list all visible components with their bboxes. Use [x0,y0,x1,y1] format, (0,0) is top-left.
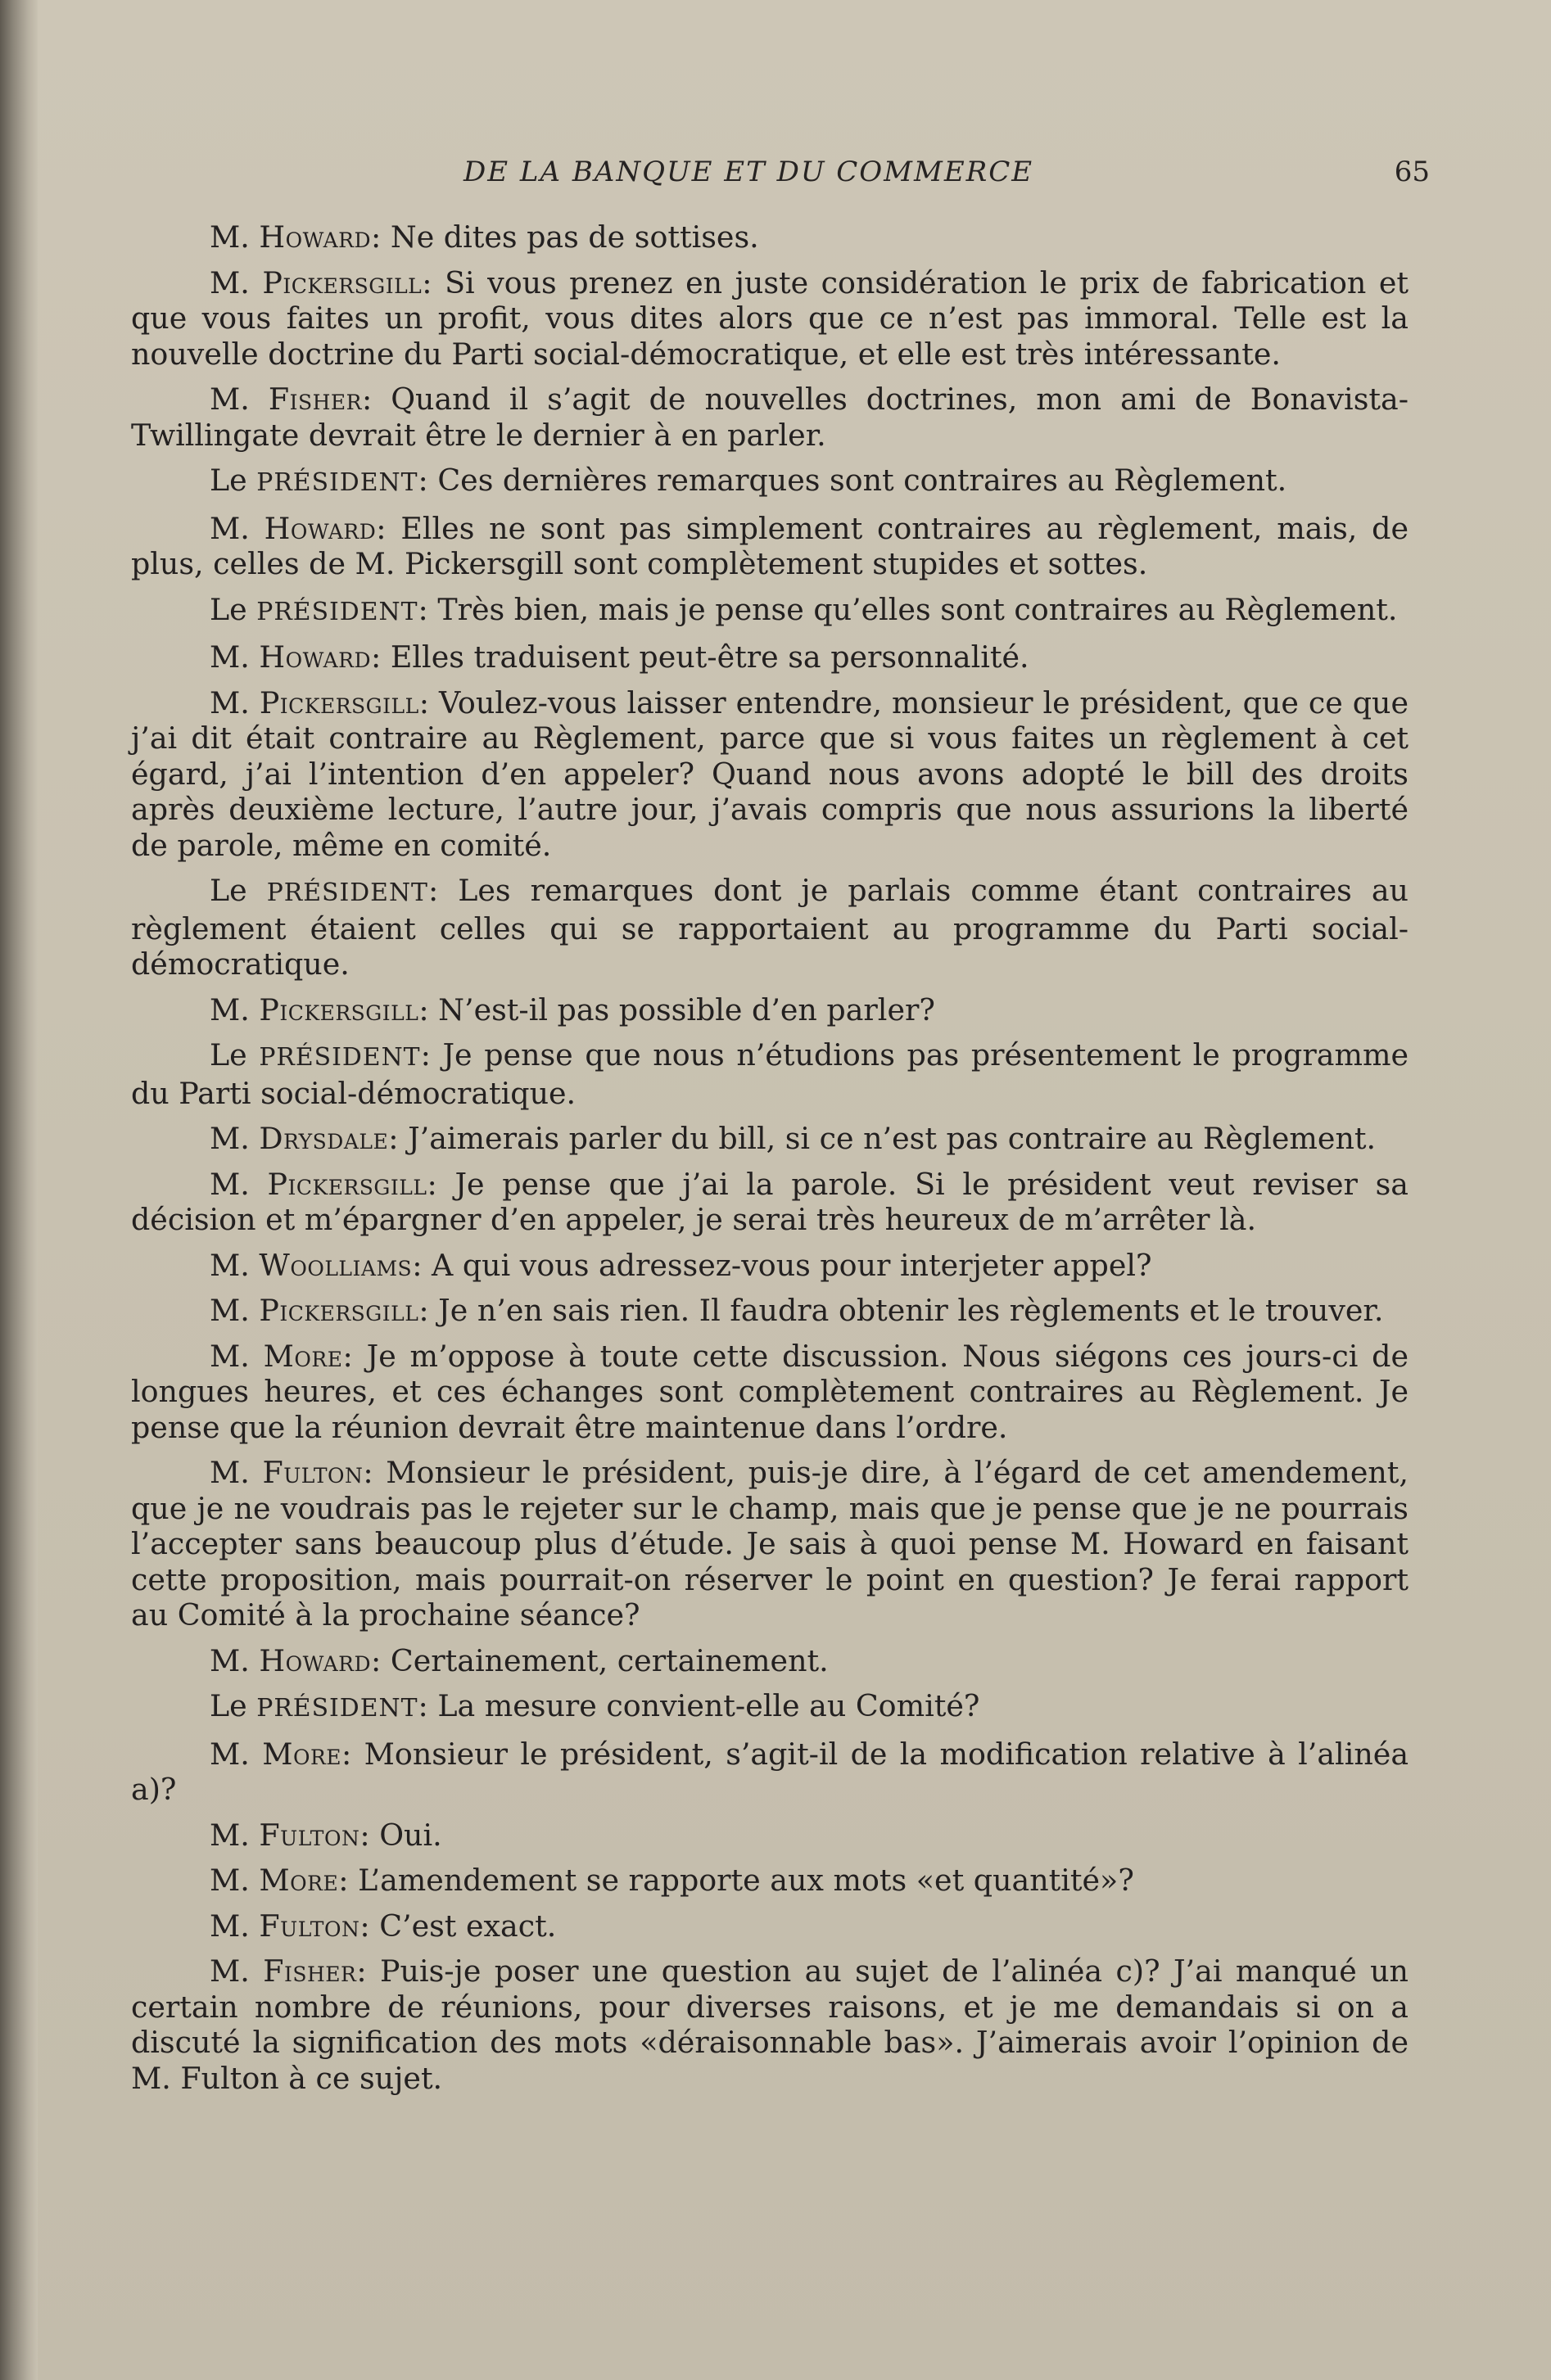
speaker-prefix: Le [210,591,247,627]
book-page [38,0,1551,2380]
speech-text: Je pense que j’ai la parole. Si le président veut reviser sa décision et m’épargner d’en appeler, je serai très heureux de m’arrêter là. [131,1166,1409,1237]
transcript-paragraph [131,1863,1409,1899]
speech-text: Très bien, mais je pense qu’elles sont contraires au Règlement. [437,591,1398,627]
speaker-colon: : [341,1736,364,1772]
speech-text: Je m’oppose à toute cette discussion. Nous siégons ces jours-ci de longues heures, et ces échanges sont complètement contraires au Règlement. Je pense que la réunion devrait être maintenue dans l’ordre. [131,1338,1409,1445]
transcript-paragraph [131,511,1409,582]
speaker-name: Pickersgill [267,1166,427,1202]
speaker-prefix: M. [210,382,250,417]
transcript-paragraph [131,1248,1409,1284]
speaker-name: Fisher [268,382,362,417]
transcript-paragraph [131,1339,1409,1446]
speaker-prefix: M. [210,1121,250,1156]
speaker-colon: : [418,591,438,627]
speech-text: La mesure convient-elle au Comité? [437,1688,980,1723]
transcript-paragraph [131,592,1409,630]
speaker-prefix: Le [210,1037,247,1073]
speech-text: Monsieur le président, puis-je dire, à l’égard de cet amendement, que je ne voudrais pas le rejeter sur le champ, mais que je pense que je ne pourrais l’accepter sans beaucoup plus d’étude. Je sais à quoi pense M. Howard en faisant cette proposition, mais pourrait-on réserver le point en question? Je ferai rapport au Comité à la prochaine séance? [131,1455,1409,1633]
speaker-colon: : [356,1953,381,1989]
speech-text: Certainement, certainement. [390,1642,829,1678]
speaker-colon: : [361,382,391,417]
page-number: 65 [1394,156,1430,188]
speaker-name: PRÉSIDENT [266,878,428,907]
transcript-paragraph [131,1688,1409,1727]
speaker-name: Woolliams [259,1247,413,1283]
speaker-colon: : [427,873,459,908]
speaker-name: Pickersgill [262,264,423,300]
transcript-paragraph [131,1953,1409,2096]
speech-text: Ces dernières remarques sont contraires au Règlement. [437,463,1287,498]
speaker-name: Drysdale [259,1121,389,1156]
header-title: DE LA BANQUE ET DU COMMERCE [463,156,1034,188]
speaker-colon: : [342,1338,367,1374]
transcript-paragraph [131,873,1409,982]
speaker-prefix: Le [210,873,247,908]
speech-text: C’est exact. [379,1908,557,1944]
speaker-colon: : [371,1642,391,1678]
transcript-paragraph [131,1121,1409,1157]
transcript-paragraph [131,265,1409,373]
speaker-colon: : [427,1166,455,1202]
speaker-colon: : [359,1908,380,1944]
speaker-prefix: M. [210,510,250,546]
speaker-prefix: M. [210,1455,250,1490]
speaker-name: PRÉSIDENT [256,468,418,497]
speech-text: Si vous prenez en juste considération le prix de fabrication et que vous faites un profit, vous dites alors que ce n’est pas immoral. Telle est la nouvelle doctrine du Parti social-démocratique, et elle est très intéressante. [131,264,1409,372]
speaker-name: Howard [259,639,372,675]
speech-text: N’est-il pas possible d’en parler? [438,991,935,1027]
speaker-prefix: M. [210,1642,250,1678]
speech-text: Voulez-vous laisser entendre, monsieur le président, que ce que j’ai dit était contraire au Règlement, parce que si vous faites un règlement à cet égard, j’ai l’intention d’en appeler? Quand nous avons adopté le bill des droits après deuxième lecture, l’autre jour, j’avais compris que nous assurions la liberté de parole, même en comité. [131,684,1409,863]
speaker-name: Howard [259,219,372,255]
transcript-paragraph [131,1293,1409,1329]
speaker-colon: : [418,991,439,1027]
speaker-prefix: M. [210,1338,250,1374]
speaker-colon: : [412,1247,432,1283]
speaker-colon: : [418,684,439,720]
transcript-paragraph [131,685,1409,864]
speaker-colon: : [418,1688,438,1723]
speech-text: Oui. [379,1817,442,1853]
speaker-colon: : [418,463,438,498]
transcript-paragraph [131,463,1409,501]
transcript-paragraph [131,992,1409,1028]
speech-text: L’amendement se rapporte aux mots «et quantité»? [358,1863,1134,1898]
speaker-name: PRÉSIDENT [259,1043,421,1072]
speaker-prefix: M. [210,639,250,675]
speaker-prefix: M. [210,991,250,1027]
transcript-paragraph [131,1908,1409,1944]
speaker-prefix: M. [210,1736,250,1772]
transcript-paragraph [131,639,1409,675]
speaker-prefix: M. [210,219,250,255]
speaker-name: Fulton [259,1817,360,1853]
speaker-name: Fulton [259,1908,360,1944]
transcript-paragraph [131,1167,1409,1238]
speech-text: Puis-je poser une question au sujet de l’alinéa c)? J’ai manqué un certain nombre de réunions, pour diverses raisons, et je me demandais si on a discuté la signification des mots «déraisonnable bas». J’aimerais avoir l’opinion de M. Fulton à ce sujet. [131,1953,1409,2096]
speaker-name: Howard [264,510,377,546]
transcript-paragraph [131,1736,1409,1808]
transcript-paragraph [131,1037,1409,1111]
speech-text: Ne dites pas de sottises. [390,219,759,255]
speaker-name: More [263,1338,343,1374]
speaker-prefix: M. [210,1166,250,1202]
speech-text: Je n’en sais rien. Il faudra obtenir les règlements et le trouver. [438,1293,1384,1328]
book-binding-shadow [0,0,38,2380]
speaker-name: More [259,1863,339,1898]
speaker-colon: : [388,1121,409,1156]
speaker-name: Pickersgill [259,684,419,720]
speaker-name: Fulton [262,1455,364,1490]
speaker-prefix: M. [210,1247,250,1283]
speech-text: Je pense que nous n’étudions pas présentement le programme du Parti social-démocratique. [131,1037,1409,1111]
speaker-colon: : [363,1455,387,1490]
speaker-prefix: M. [210,1817,250,1853]
speaker-name: Howard [259,1642,372,1678]
speech-text: J’aimerais parler du bill, si ce n’est pas contraire au Règlement. [408,1121,1377,1156]
speaker-colon: : [371,639,391,675]
speech-text: Monsieur le président, s’agit-il de la modification relative à l’alinéa a)? [131,1736,1409,1807]
speaker-prefix: M. [210,1953,250,1989]
speaker-colon: : [422,264,445,300]
transcript-paragraph [131,219,1409,255]
transcript-paragraph [131,1455,1409,1633]
speech-text: Quand il s’agit de nouvelles doctrines, mon ami de Bonavista-Twillingate devrait être le dernier à en parler. [131,382,1409,453]
speaker-prefix: Le [210,1688,247,1723]
speaker-name: PRÉSIDENT [256,1694,418,1723]
speaker-colon: : [359,1817,380,1853]
speaker-name: Pickersgill [259,1293,419,1328]
speaker-name: PRÉSIDENT [256,597,418,626]
transcript-paragraph [131,1818,1409,1854]
speaker-name: Fisher [263,1953,357,1989]
speaker-colon: : [376,510,401,546]
speaker-prefix: Le [210,463,247,498]
speech-text: A qui vous adressez-vous pour interjeter appel? [432,1247,1152,1283]
speaker-colon: : [418,1293,439,1328]
transcript-paragraph [131,382,1409,453]
speaker-prefix: M. [210,1908,250,1944]
speaker-prefix: M. [210,264,250,300]
speaker-name: More [262,1736,342,1772]
speech-text: Les remarques dont je parlais comme étant contraires au règlement étaient celles qui se rapportaient au programme du Parti social-démocratique. [131,873,1409,982]
speaker-colon: : [371,219,391,255]
speaker-colon: : [338,1863,359,1898]
speaker-prefix: M. [210,684,250,720]
speech-text: Elles traduisent peut-être sa personnalité. [390,639,1029,675]
speaker-name: Pickersgill [259,991,419,1027]
speaker-prefix: M. [210,1293,250,1328]
running-header [463,156,1430,188]
speaker-prefix: M. [210,1863,250,1898]
transcript-body [131,219,1409,2106]
speech-text: Elles ne sont pas simplement contraires au règlement, mais, de plus, celles de M. Pickersgill sont complètement stupides et sottes. [131,510,1409,581]
transcript-paragraph [131,1643,1409,1679]
speaker-colon: : [420,1037,443,1073]
